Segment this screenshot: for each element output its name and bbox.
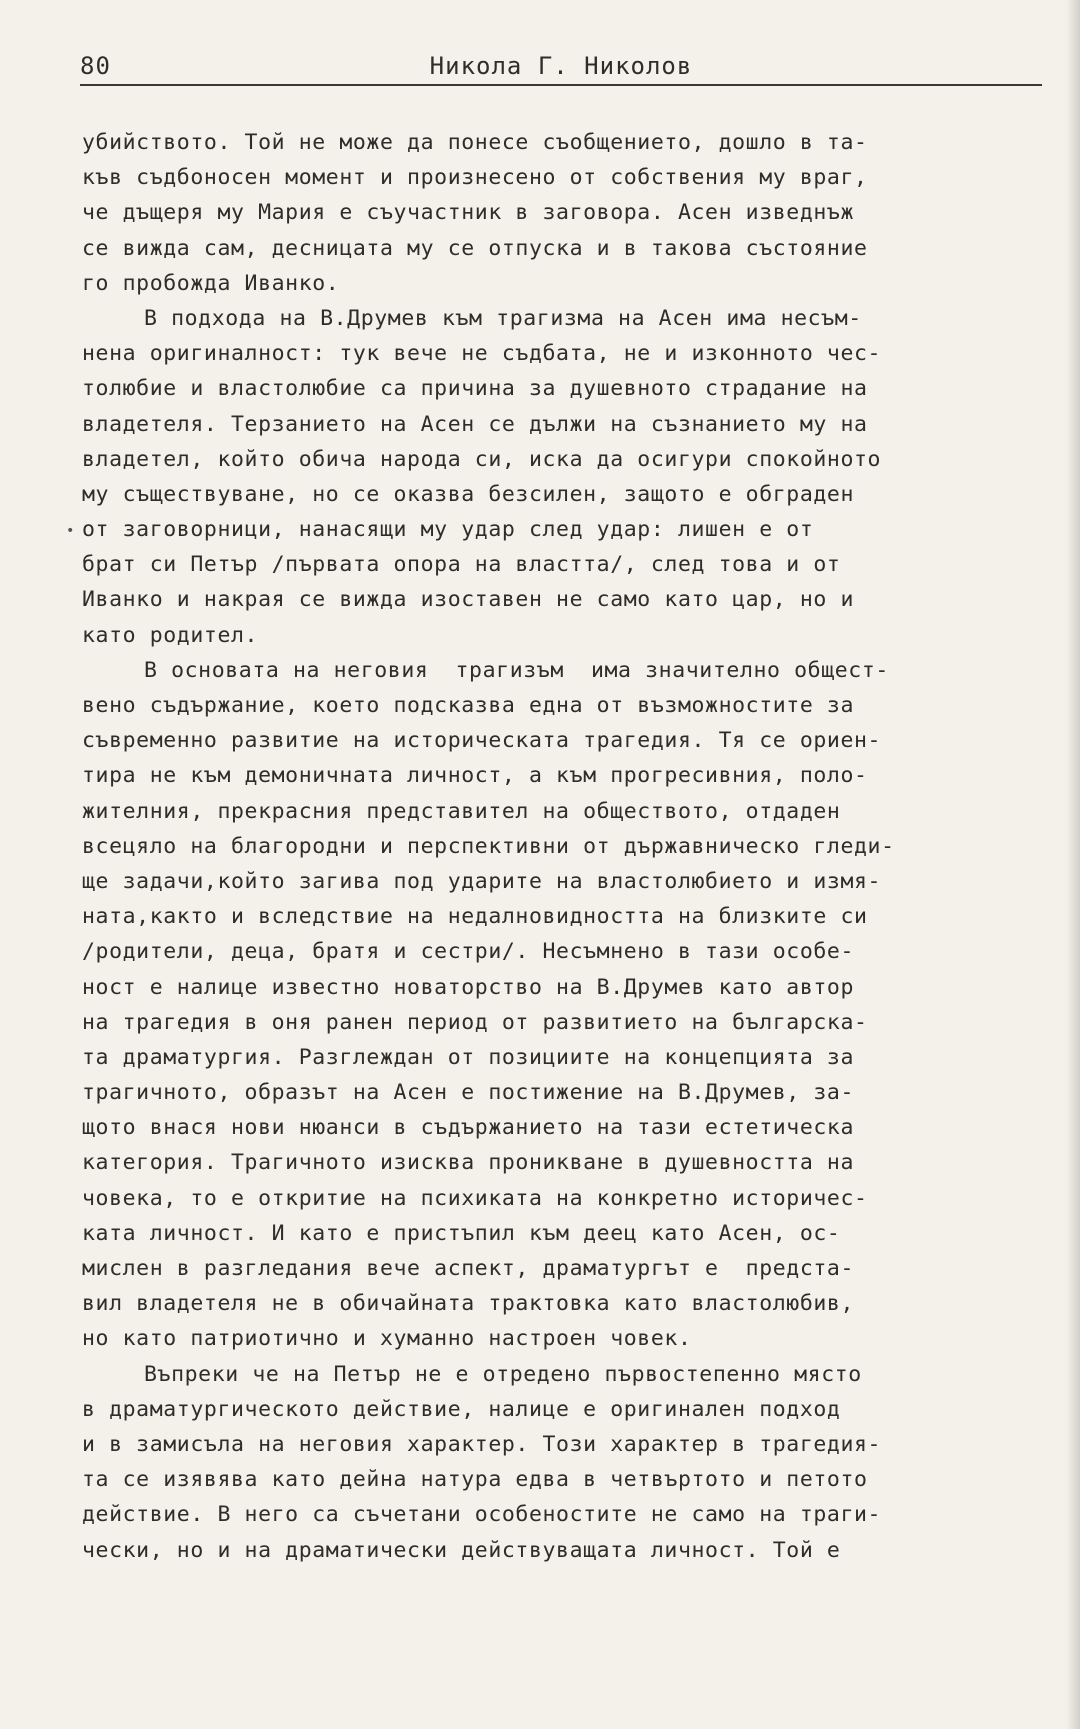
text-line: в драматургическото действие, налице е оригинален подход bbox=[82, 1396, 841, 1422]
text-line: го пробожда Иванко. bbox=[82, 270, 340, 296]
text-line: та драматургия. Разглеждан от позициите на концепцията за bbox=[82, 1044, 855, 1070]
text-line: владетеля. Терзанието на Асен се дължи на съзнанието му на bbox=[82, 411, 868, 437]
text-line: като родител. bbox=[82, 622, 259, 648]
text-line: тира не към демоничната личност, а към прогресивния, поло- bbox=[82, 763, 868, 789]
page-number: 80 bbox=[80, 52, 111, 80]
text-line: на трагедия в оня ранен период от развитието на българска- bbox=[82, 1009, 868, 1035]
text-line: ната,както и вследствие на недалновидността на близките си bbox=[82, 904, 868, 930]
text-line: ност е налице известно новаторство на В.Друмев като автор bbox=[82, 974, 855, 1000]
text-line: му съществуване, но се оказва безсилен, защото е обграден bbox=[82, 481, 855, 507]
text-line: човека, то е откритие на психиката на конкретно историчес- bbox=[82, 1185, 868, 1211]
margin-mark: • bbox=[66, 523, 75, 539]
text-line: но като патриотично и хуманно настроен човек. bbox=[82, 1326, 692, 1352]
text-line: и в замисъла на неговия характер. Този характер в трагедия- bbox=[82, 1431, 882, 1457]
text-line: щото внася нови нюанси в съдържанието на тази естетическа bbox=[82, 1115, 855, 1141]
text-line: всецяло на благородни и перспективни от държавническо гледи- bbox=[82, 833, 895, 859]
text-line: действие. В него са съчетани особеностите не само на траги- bbox=[82, 1502, 882, 1528]
text-line: съвременно развитие на историческата трагедия. Тя се ориен- bbox=[82, 728, 882, 754]
text-line: категория. Трагичното изисква проникване в душевността на bbox=[82, 1150, 855, 1176]
text-line: В основата на неговия трагизъм има значително общест- bbox=[144, 657, 889, 683]
text-line: трагичното, образът на Асен е постижение на В.Друмев, за- bbox=[82, 1080, 855, 1106]
text-line: владетел, който обича народа си, иска да осигури спокойното bbox=[82, 446, 882, 472]
text-line: та се изявява като дейна натура едва в четвъртото и петото bbox=[82, 1467, 868, 1493]
text-line: брат си Петър /първата опора на властта/, след това и от bbox=[82, 552, 841, 578]
text-line: толюбие и властолюбие са причина за душевното страдание на bbox=[82, 376, 868, 402]
body-text bbox=[82, 125, 1042, 1568]
page-header bbox=[80, 52, 1042, 88]
text-line: жителния, прекрасния представител на обществото, отдаден bbox=[82, 798, 841, 824]
text-line: вено съдържание, което подсказва една от възможностите за bbox=[82, 693, 855, 718]
text-line: В подхода на В.Друмев към трагизма на Асен има несъм- bbox=[144, 305, 862, 331]
text-line: чески, но и на драматически действуващата личност. Той е bbox=[82, 1537, 841, 1563]
text-line: /родители, деца, братя и сестри/. Несъмнено в тази особе- bbox=[82, 939, 855, 965]
text-line: от заговорници, нанасящи му удар след удар: лишен е от bbox=[82, 517, 814, 543]
text-line: ще задачи,който загива под ударите на властолюбието и измя- bbox=[82, 868, 882, 894]
text-line: се вижда сам, десницата му се отпуска и в такова състояние bbox=[82, 235, 868, 261]
page-edge-shadow bbox=[1066, 0, 1080, 1729]
text-line: ката личност. И като е пристъпил към деец като Асен, ос- bbox=[82, 1220, 841, 1246]
running-head: Никола Г. Николов bbox=[429, 52, 693, 80]
text-line: Иванко и накрая се вижда изоставен не само като цар, но и bbox=[82, 587, 855, 613]
text-line: Въпреки че на Петър не е отредено първостепенно място bbox=[144, 1361, 862, 1387]
text-line: вил владетеля не в обичайната трактовка като властолюбив, bbox=[82, 1291, 855, 1317]
text-line: къв съдбоносен момент и произнесено от собствения му враг, bbox=[82, 165, 868, 191]
text-line: че дъщеря му Мария е съучастник в заговора. Асен изведнъж bbox=[82, 200, 855, 226]
text-line: убийството. Той не може да понесе съобщението, дошло в та- bbox=[82, 130, 868, 155]
text-line: нена оригиналност: тук вече не съдбата, не и изконното чес- bbox=[82, 341, 882, 367]
text-line: мислен в разгледания вече аспект, драматургът е предста- bbox=[82, 1256, 855, 1281]
header-rule bbox=[80, 84, 1042, 86]
